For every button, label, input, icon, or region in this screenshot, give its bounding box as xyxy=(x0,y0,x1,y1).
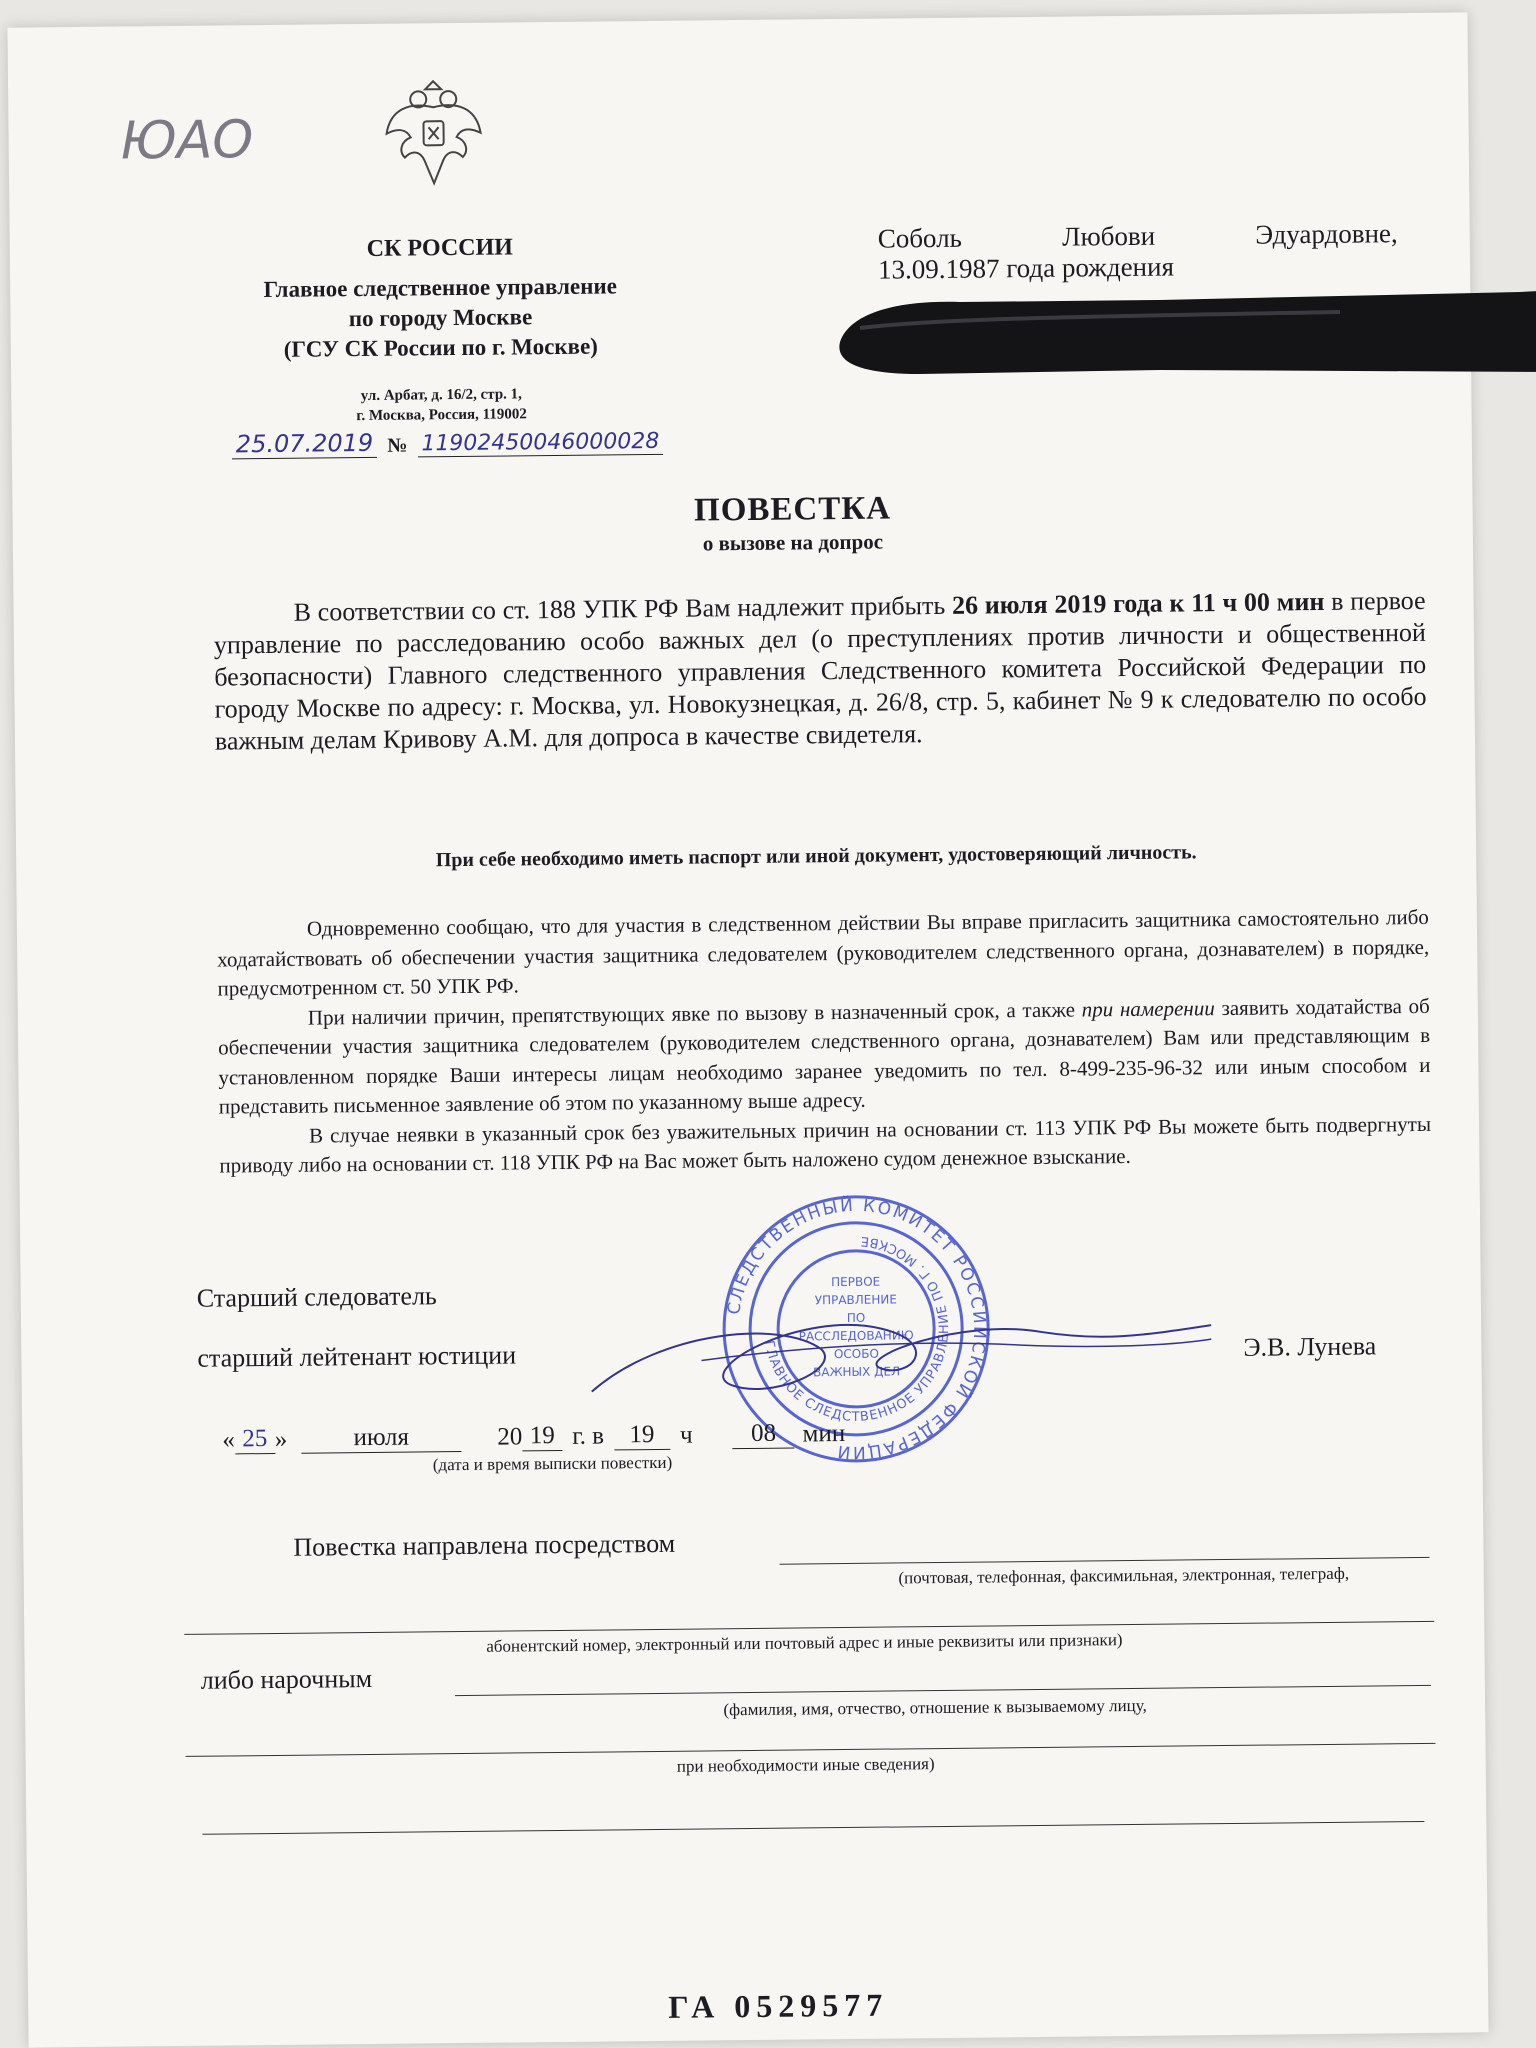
summons-date: 26 июля 2019 года xyxy=(951,588,1163,620)
serial-series: ГА xyxy=(668,1988,721,2025)
notice-paragraph xyxy=(218,991,1431,1122)
stamp-outer-text: СЛЕДСТВЕННЫЙ КОМИТЕТ РОССИЙСКОЙ ФЕДЕРАЦИИ xyxy=(723,1195,990,1462)
signer-name: Э.В. Лунева xyxy=(1243,1331,1377,1362)
stamp-center-line: ПО xyxy=(846,1310,866,1325)
stamp-center-line: ОСОБО xyxy=(833,1346,879,1362)
number-sign: № xyxy=(387,434,408,457)
issue-caption: (дата и время выписки повестки) xyxy=(432,1452,673,1475)
serial-digits: 0529577 xyxy=(734,1986,889,2025)
delivery-caption: абонентский номер, электронный или почтовый адрес и иные реквизиты или признаки) xyxy=(486,1630,1123,1656)
address-line: ул. Арбат, д. 16/2, стр. 1, xyxy=(360,386,522,405)
recipient-word: Соболь xyxy=(877,222,963,254)
delivery-label: Повестка направлена посредством xyxy=(293,1528,676,1562)
issue-hour: 19 xyxy=(614,1421,670,1451)
issue-g-label: г. в xyxy=(572,1422,605,1450)
issue-month: июля xyxy=(301,1423,461,1454)
coat-of-arms-icon xyxy=(378,71,489,192)
document-title xyxy=(12,483,1536,563)
org-name-line: Главное следственное управление xyxy=(263,273,617,303)
quote-close: » xyxy=(274,1425,288,1453)
summons-lead: В соответствии со ст. 188 УПК РФ Вам надлежит прибыть xyxy=(293,590,953,627)
requirement-note: При себе необходимо иметь паспорт или иной документ, удостоверяющий личность. xyxy=(435,841,1197,872)
issue-minute: 08 xyxy=(732,1420,794,1450)
stamp-center-line: ПЕРВОЕ xyxy=(831,1274,881,1290)
handwritten-signature xyxy=(581,1285,1222,1422)
courier-caption: при необходимости иные сведения) xyxy=(676,1754,935,1776)
signer-position: Старший следователь xyxy=(196,1281,437,1313)
summons-time: к 11 ч 00 мин xyxy=(1169,586,1325,618)
notice-text: заявить ходатайства об обеспечении участия защитника следователем (руководителем следственного органа, дознавателем) Вам или представляющим в установленном порядке Ваши интересы лицам необходимо заранее уведомить по тел. 8-499-235-96-32 или иным способом и представить письменное заявление об этом по указанному выше адресу. xyxy=(218,993,1431,1119)
issue-day: 25 xyxy=(235,1425,275,1454)
title-main: ПОВЕСТКА xyxy=(693,490,892,529)
recipient-name xyxy=(878,218,1398,254)
courier-label: либо нарочным xyxy=(200,1663,373,1695)
address-line: г. Москва, Россия, 119002 xyxy=(356,406,527,425)
courier-caption: (фамилия, имя, отчество, отношение к вызываемому лицу, xyxy=(723,1695,1147,1720)
registration-date: 25.07.2019 xyxy=(232,429,378,460)
pen-object xyxy=(820,272,1536,392)
title-sub: о вызове на допрос xyxy=(702,529,884,556)
issue-year-suffix: 19 xyxy=(522,1422,562,1451)
notice-italic: при намерении xyxy=(1081,995,1215,1022)
summons-paragraph xyxy=(213,585,1427,758)
signer-rank: старший лейтенант юстиции xyxy=(197,1340,517,1373)
notice-paragraph: В случае неявки в указанный срок без уважительных причин на основании ст. 113 УПК РФ Вы можете быть подвергнуты приводу либо на основании ст. 118 УПК РФ на Вас может быть наложено судом денежное взыскание. xyxy=(219,1111,1432,1178)
registration-line xyxy=(232,426,664,460)
serial-number xyxy=(668,1987,888,2026)
quote-open: « xyxy=(222,1426,235,1454)
stamp-center-line: РАССЛЕДОВАНИЮ xyxy=(798,1328,914,1344)
recipient-birth: 13.09.1987 года рождения xyxy=(877,251,1175,285)
summons-body: в первое управление по расследованию особо важных дел (о преступлениях против личности и общественной безопасности) Главного следственного управления Следственного комитета Российской Федерации по городу Москве по адресу: г. Москва, ул. Новокузнецкая, д. 26/8, стр. 5, кабинет № 9 к следователю по особо важным делам Кривову А.М. для допроса в качестве свидетеля. xyxy=(213,585,1427,756)
issue-hour-label: ч xyxy=(679,1421,693,1449)
recipient-word: Любови xyxy=(1062,220,1156,252)
notice-paragraph: Одновременно сообщаю, что для участия в следственном действии Вы вправе пригласить защитника самостоятельно либо ходатайствовать об обеспечении участия защитника следователем (руководителем следственного органа, дознавателем) в порядке, предусмотренном ст. 50 УПК РФ. xyxy=(217,904,1430,1001)
issue-minute-label: мин xyxy=(802,1420,846,1448)
issuer-header xyxy=(230,231,652,427)
org-address xyxy=(231,383,651,427)
registration-number: 11902450046000028 xyxy=(417,429,663,458)
issue-year-prefix: 20 xyxy=(497,1423,523,1451)
stamp-inner-text: ГЛАВНОЕ СЛЕДСТВЕННОЕ УПРАВЛЕНИЕ ПО Г. МОСКВЕ xyxy=(760,1232,953,1425)
org-name-line: по городу Москве xyxy=(348,304,533,332)
org-name-line: СК РОССИИ xyxy=(366,234,514,262)
blank-rule xyxy=(202,1821,1424,1835)
recipient-word: Эдуардовне, xyxy=(1255,218,1398,250)
stamp-center-line: УПРАВЛЕНИЕ xyxy=(814,1292,898,1308)
notice-text: При наличии причин, препятствующих явке по вызову в назначенный срок, а также xyxy=(307,997,1082,1030)
handwritten-mark: ЮАО xyxy=(120,110,254,172)
stamp-center-line: ВАЖНЫХ ДЕЛ xyxy=(813,1364,901,1380)
notices-block xyxy=(217,903,1432,1181)
delivery-caption: (почтовая, телефонная, факсимильная, электронная, телеграф, xyxy=(898,1563,1350,1588)
org-name-line: (ГСУ СК России по г. Москве) xyxy=(283,333,599,362)
